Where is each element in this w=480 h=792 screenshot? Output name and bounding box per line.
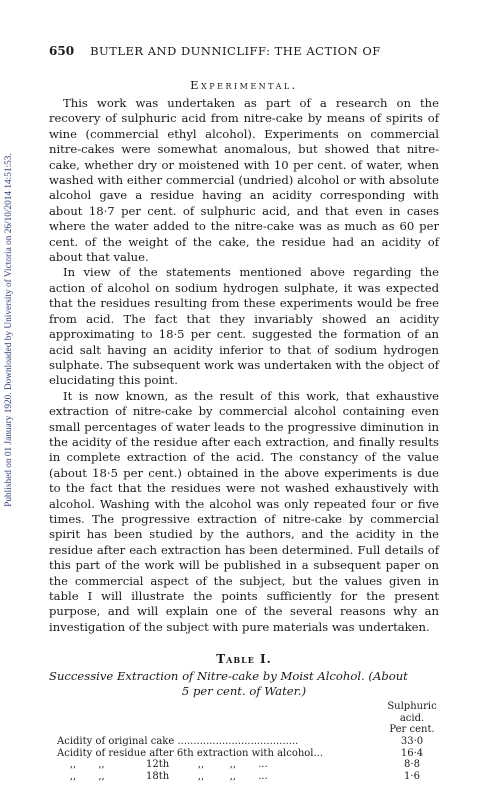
paper-page [49, 44, 439, 782]
table-caption-line-1: Successive Extraction of Nitre-cake by Moist Alcohol. (About [49, 669, 408, 684]
table-title: Table I. [216, 652, 272, 667]
column-header-line: acid. [399, 712, 425, 724]
running-title: BUTLER AND DUNNICLIFF: THE ACTION OF [90, 44, 381, 58]
row-label: Acidity of residue after 6th extraction with alcohol... [57, 747, 324, 759]
row-label: ,, ,, 12th ,, ,, ... [57, 759, 268, 771]
row-value: 16·4 [400, 747, 424, 759]
column-header-line: Sulphuric [387, 701, 437, 713]
paragraph-2: In view of the statements mentioned above regarding the action of alcohol on sodium hydrogen sulphate, it was expected that the residues resulting from these experiments would be free from acid. The fact that they invariably showed an acidity approximating to 18·5 per cent. suggested the formation of an acid salt having an acidity inferior to that of sodium hydrogen sulphate. The subsequent work was undertaken with the object of elucidating this point. [49, 265, 439, 388]
download-notice [2, 70, 16, 590]
row-label: Acidity of original cake ...................................... [57, 736, 299, 747]
table-caption-line-2: 5 per cent. of Water.) [181, 684, 307, 699]
download-notice-text: Published on 01 January 1920. Downloaded by University of Victoria on 26/10/2014 14:51:53. [4, 153, 14, 507]
row-label: ,, ,, 18th ,, ,, ... [57, 770, 268, 782]
section-title: Experimental. [190, 78, 298, 92]
row-value: 1·6 [404, 770, 420, 782]
data-table [49, 701, 439, 782]
page-number: 650 [49, 44, 75, 58]
table-row [49, 759, 439, 771]
column-header [49, 701, 439, 736]
running-header [49, 44, 439, 58]
row-value: 8·8 [404, 759, 420, 771]
table-row [49, 748, 439, 760]
table-row [49, 771, 439, 783]
row-value: 33·0 [400, 736, 424, 747]
table-row [49, 736, 439, 748]
paragraph-3: It is now known, as the result of this work, that exhaustive extraction of nitre-cake by commercial alcohol containing even small percentages of water leads to the progressive diminution in the acidity of the residue after each extraction, and finally results in complete extraction of the acid. The constancy of the value (about 18·5 per cent.) obtained in the above experiments is due to the fact that the residues were not washed exhaustively with alcohol. Washing with the alcohol was only repeated four or five times. The progressive extraction of nitre-cake by commercial spirit has been studied by the authors, and the acidity in the residue after each extraction has been determined. Full details of this part of the work will be published in a subsequent paper on the commercial aspect of the subject, but the values given in table I will illustrate the points sufficiently for the present purpose, and will explain one of the several reasons why an investigation of the subject with pure materials was undertaken. [49, 388, 439, 634]
paragraph-1: This work was undertaken as part of a research on the recovery of sulphuric acid from nitre-cake by means of spirits of wine (commercial ethyl alcohol). Experiments on commercial nitre-cakes were somewhat anomalous, but showed that nitre-cake, whether dry or moistened with 10 per cent. of water, when washed with either commercial (undried) alcohol or with absolute alcohol gave a residue having an acidity corresponding with about 18·7 per cent. of sulphuric acid, and that even in cases where the water added to the nitre-cake was as much as 60 per cent. of the weight of the cake, the residue had an acidity of about that value. [49, 96, 439, 265]
table-caption [49, 669, 439, 699]
column-header-line: Per cent. [389, 724, 435, 736]
